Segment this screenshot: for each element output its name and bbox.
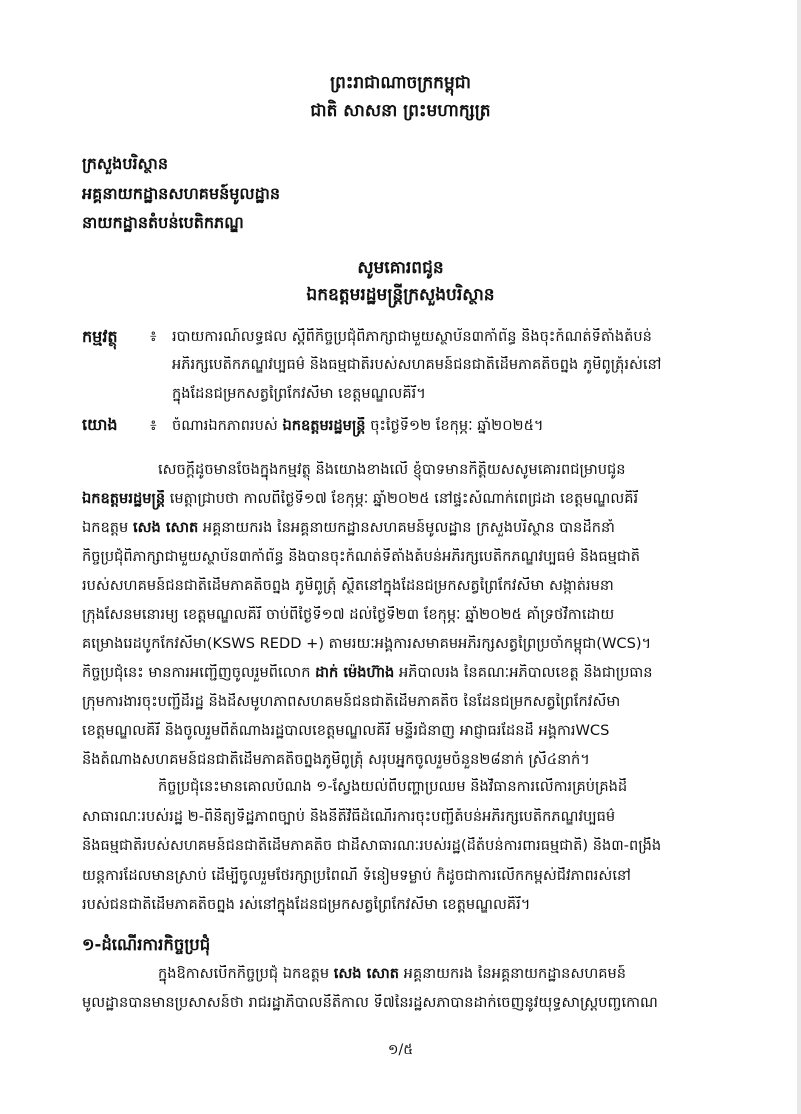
text-run: អភិបាលរង នៃគណៈអភិបាលខេត្ត និងជាប្រធាន — [394, 664, 653, 681]
text-run: និងតំណាងសហគមន៍ជនជាតិដើមភាគតិចព្នងភូមិពូត្រុំ សរុបអ្នកចូលរួមចំនួន២៨នាក់ ស្រី៤នាក់។ — [82, 751, 590, 768]
subject-colon: ៖ — [150, 327, 157, 345]
body-line — [82, 635, 742, 656]
subject-line: របាយការណ៍លទ្ធផល ស្តីពីកិច្ចប្រជុំពិភាក្សាជាមួយស្ថាប័ន៣កាំព័ន្ធ និងចុះកំណត់ទីតាំងតំបន់ — [172, 328, 652, 345]
text-run: ក្រុមការងារចុះបញ្ជីដីរដ្ឋ និងដីសមូហភាពសហគមន៍ជនជាតិដើមភាគតិច នៃដែនជម្រកសត្វព្រៃកែវសីមា — [82, 693, 621, 710]
body-line — [158, 461, 742, 482]
bold-text: ឯកឧត្តមរដ្ឋមន្ត្រី — [82, 490, 166, 507]
text-run: កិច្ចប្រជុំពិភាក្សាជាមួយស្ថាប័ន៣កាំព័ន្ធ និងបានចុះកំណត់ទីតាំងតំបន់អភិរក្សបេតិកភណ្ឌវប្បធម៌ និងធម្មជាតិ — [82, 548, 641, 565]
text-run: មេត្តាជ្រាបថា កាលពីថ្ងៃទី១៧ ខែកុម្ភៈ ឆ្នាំ២០២៥ នៅផ្ទះសំណាក់ពេជ្រដា ខេត្តមណ្ឌលគិរី — [165, 490, 639, 507]
text-run: អគ្គនាយករង នៃអគ្គនាយកដ្ឋានសហគមន៍ — [399, 965, 627, 982]
national-motto: ជាតិ សាសនា ព្រះមហាក្សត្រ — [310, 101, 491, 121]
text-run: ក្នុងឱកាសបើកកិច្ចប្រជុំ ឯកឧត្តម — [158, 965, 334, 982]
text-run: សាធារណៈរបស់រដ្ឋ ២-ពិនិត្យទិដ្ឋភាពច្បាប់ និងនីតិវិធីដំណើរការចុះបញ្ជីតំបន់អភិរក្សបេតិកភណ្ឌវប្បធម៌ — [82, 807, 616, 825]
addressee: ឯកឧត្តមរដ្ឋមន្ត្រីក្រសួងបរិស្ថាន — [306, 285, 495, 305]
reference-label: យោង — [82, 415, 118, 434]
unit-name: នាយកដ្ឋានតំបន់បេតិកភណ្ឌ — [82, 213, 244, 232]
department-name: អគ្គនាយកដ្ឋានសហគមន៍មូលដ្ឋាន — [82, 184, 281, 203]
salutation: សូមគោរពជូន — [357, 258, 444, 278]
scan-edge — [797, 0, 801, 1114]
reference-text-a: ចំណារឯកភាពរបស់ — [172, 417, 283, 434]
text-run: អគ្គនាយករង នៃអគ្គនាយកដ្ឋានសហគមន៍មូលដ្ឋាន ក្រសួងបរិស្ថាន បានដឹកនាំ — [198, 519, 615, 536]
subject-line: ក្នុងដែនជម្រកសត្វព្រៃកែវសីមា ខេត្តមណ្ឌលគិរី។ — [172, 385, 426, 402]
text-run: ឯកឧត្តម — [82, 519, 133, 536]
body-line — [158, 965, 742, 986]
body-line — [82, 808, 742, 829]
body-line — [82, 664, 742, 685]
body-line — [82, 722, 742, 743]
body-line — [82, 837, 742, 858]
section-heading: ១-ដំណើរការកិច្ចប្រជុំ — [82, 935, 211, 954]
body-line — [158, 778, 742, 799]
subject-line: អភិរក្សបេតិកភណ្ឌវប្បធម៌ និងធម្មជាតិរបស់សហគមន៍ជនជាតិដើមភាគតិចព្នង ភូមិពូត្រុំរស់នៅ — [172, 356, 662, 373]
text-run: ខេត្តមណ្ឌលគិរី និងចូលរួមពីតំណាងរដ្ឋបាលខេត្តមណ្ឌលគិរី មន្ទីរជំនាញ អាជ្ញាធរដែនដី អង្គការWCS — [82, 722, 610, 739]
text-run: កិច្ចប្រជុំនេះមានគោលបំណង ១-ស្វែងយល់ពីបញ្ហាប្រឈម និងវិធានការលើការគ្រប់គ្រងដី — [158, 778, 628, 795]
bold-text: សេង សោត — [333, 965, 400, 982]
text-run: យន្តការដែលមានស្រាប់ ដើម្បីចូលរួមថែរក្សាប្រពៃណី ទំនៀមទម្លាប់ ក៏ដូចជាការលើកកម្ពស់ជីវភាពរស់នៅ — [82, 866, 631, 884]
page-number: ១/៥ — [387, 1042, 414, 1058]
body-line — [82, 606, 742, 627]
text-run: សេចក្តីដូចមានចែងក្នុងកម្មវត្ថុ និងយោងខាងលើ ខ្ញុំបាទមានកិត្តិយសសូមគោរពជម្រាបជូន — [158, 461, 626, 478]
text-run: គម្រោងរេដបូកកែវសីមា(KSWS REDD +) តាមរយៈអង្គការសមាគមអភិរក្សសត្វព្រៃប្រចាំកម្ពុជា(WCS)។ — [82, 635, 652, 652]
body-line — [82, 994, 742, 1015]
body-line — [82, 490, 742, 511]
kingdom-title: ព្រះរាជាណាចក្រកម្ពុជា — [330, 73, 471, 93]
bold-text: ដាក់ ម៉េងហ៊ាង — [315, 664, 395, 681]
reference-text — [172, 417, 747, 438]
text-run: និងធម្មជាតិរបស់សហគមន៍ជនជាតិដើមភាគតិច ជាដីសាធារណៈរបស់រដ្ឋ(ដីតំបន់ការពារធម្មជាតិ) និង៣-ពង្រឹង — [82, 837, 662, 854]
bold-text: សេង សោត — [132, 519, 199, 536]
body-line — [82, 867, 742, 888]
text-run: ក្រុងសែនមនោរម្យ ខេត្តមណ្ឌលគិរី ចាប់ពីថ្ងៃទី១៧ ដល់ថ្ងៃទី២៣ ខែកុម្ភៈ ឆ្នាំ២០២៥ គាំទ្រថវិកាដោយ — [82, 606, 615, 623]
ministry-name: ក្រសួងបរិស្ថាន — [82, 154, 169, 173]
reference-text-bold: ឯកឧត្តមរដ្ឋមន្ត្រី — [282, 417, 366, 434]
text-run: មូលដ្ឋានបានមានប្រសាសន៍ថា រាជរដ្ឋាភិបាលនីតិកាល ទី៧នៃរដ្ឋសភាបានដាក់ចេញនូវយុទ្ធសាស្ត្របញ្ចកោណ — [82, 994, 658, 1011]
body-line — [82, 896, 742, 917]
text-run: របស់ជនជាតិដើមភាគតិចព្នង រស់នៅក្នុងដែនជម្រកសត្វព្រៃកែវសីមា ខេត្តមណ្ឌលគិរី។ — [82, 896, 531, 913]
body-line — [82, 577, 742, 598]
body-line — [82, 548, 742, 569]
text-run: កិច្ចប្រជុំនេះ មានការអញ្ជើញចូលរួមពីលោក — [82, 664, 316, 681]
reference-colon: ៖ — [150, 416, 157, 434]
text-run: របស់សហគមន៍ជនជាតិដើមភាគតិចព្នង ភូមិពូត្រុំ ស្ថិតនៅក្នុងដែនជម្រកសត្វព្រៃកែវសីមា សង្កាត់រមនា — [82, 577, 614, 594]
body-line — [82, 751, 742, 772]
subject-label: កម្មវត្ថុ — [82, 327, 118, 346]
reference-text-b: ចុះថ្ងៃទី១២ ខែកុម្ភៈ ឆ្នាំ២០២៥។ — [365, 417, 544, 434]
body-line — [82, 519, 742, 540]
body-line — [82, 693, 742, 714]
